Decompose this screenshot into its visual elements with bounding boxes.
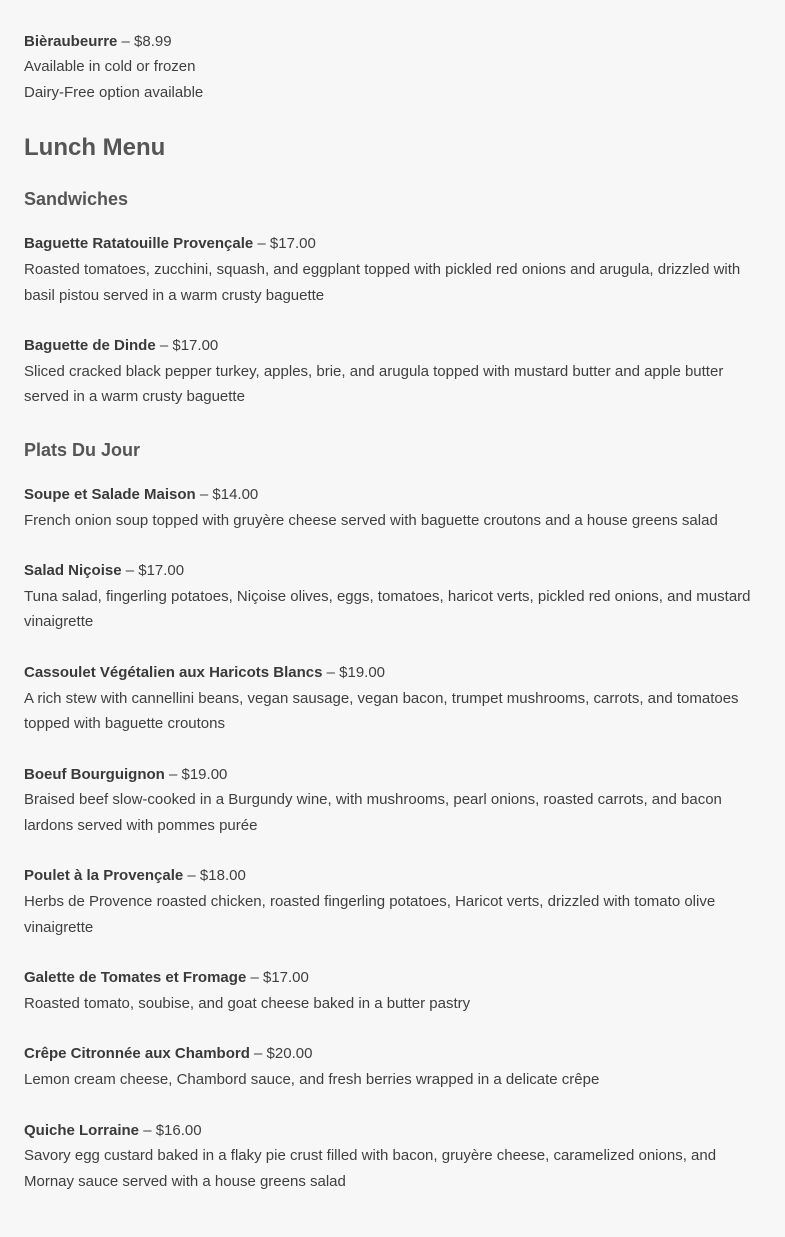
item-description: Roasted tomato, soubise, and goat cheese baked in a butter pastry — [24, 994, 471, 1012]
menu-item — [24, 762, 764, 839]
item-name: Salad Niçoise — [24, 562, 122, 580]
item-price: – $17.00 — [257, 235, 316, 253]
section-heading-plats-du-jour: Plats Du Jour — [24, 439, 141, 460]
item-name: Poulet à la Provençale — [24, 867, 184, 885]
item-name: Boeuf Bourguignon — [24, 765, 165, 783]
menu-item — [24, 231, 764, 308]
menu-item-line — [24, 482, 764, 508]
item-description: Lemon cream cheese, Chambord sauce, and fresh berries wrapped in a delicate crêpe — [24, 1071, 600, 1089]
menu-item — [24, 333, 764, 410]
menu-item-line — [24, 1041, 764, 1067]
section-heading-sandwiches: Sandwiches — [24, 189, 129, 210]
item-price: – $20.00 — [254, 1045, 313, 1063]
menu-item — [24, 965, 764, 1016]
item-note: Available in cold or frozen — [24, 58, 196, 76]
item-name: Baguette de Dinde — [24, 337, 156, 355]
item-description: Tuna salad, fingerling potatoes, Niçoise olives, eggs, tomatoes, haricot verts, pickled red onions, and mustard vinaigrette — [24, 587, 751, 631]
menu-item — [24, 558, 764, 635]
item-price: – $8.99 — [121, 32, 172, 50]
item-price: – $14.00 — [199, 485, 259, 503]
item-description: A rich stew with cannellini beans, vegan sausage, vegan bacon, trumpet mushrooms, carrots, and tomatoes topped with baguette croutons — [24, 689, 739, 733]
menu-item-line — [24, 1118, 764, 1144]
item-description: French onion soup topped with gruyère cheese served with baguette croutons and a house greens salad — [24, 511, 718, 529]
menu-item-line — [24, 660, 764, 686]
menu-item-line — [24, 762, 764, 788]
item-name: Cassoulet Végétalien aux Haricots Blancs — [24, 663, 323, 681]
item-price: – $19.00 — [326, 663, 386, 681]
item-name: Bièraubeurre — [24, 32, 118, 50]
item-name: Crêpe Citronnée aux Chambord — [24, 1045, 250, 1063]
menu-item-line — [24, 558, 764, 584]
menu-item — [24, 660, 764, 737]
menu-content — [24, 0, 764, 1219]
item-name: Galette de Tomates et Fromage — [24, 969, 247, 987]
item-price: – $17.00 — [159, 337, 219, 355]
item-description: Sliced cracked black pepper turkey, apples, brie, and arugula topped with mustard butter and apple butter served in a warm crusty baguette — [24, 362, 724, 406]
menu-item — [24, 1041, 764, 1092]
menu-item-line — [24, 29, 764, 55]
menu-item — [24, 863, 764, 940]
item-name: Quiche Lorraine — [24, 1121, 140, 1139]
item-name: Soupe et Salade Maison — [24, 485, 196, 503]
item-note: Dairy-Free option available — [24, 83, 204, 101]
menu-item-bieraubeurre — [24, 29, 764, 106]
item-price: – $16.00 — [143, 1121, 202, 1139]
item-price: – $18.00 — [187, 867, 246, 885]
menu-item-line — [24, 965, 764, 991]
item-price: – $17.00 — [250, 969, 309, 987]
item-description: Savory egg custard baked in a flaky pie crust filled with bacon, gruyère cheese, caramelized onions, and Mornay sauce served with a house greens salad — [24, 1147, 717, 1190]
menu-item — [24, 1118, 764, 1195]
menu-item-gillywater — [24, 0, 764, 4]
item-price: – $17.00 — [125, 562, 185, 580]
item-description: Braised beef slow-cooked in a Burgundy wine, with mushrooms, pearl onions, roasted carrots, and bacon lardons served with pommes purée — [24, 791, 722, 834]
menu-item-line — [24, 231, 764, 257]
menu-item-line — [24, 333, 764, 359]
lunch-menu-title: Lunch Menu — [24, 134, 166, 162]
item-name: Baguette Ratatouille Provençale — [24, 235, 254, 253]
menu-item — [24, 482, 764, 533]
menu-item-line — [24, 0, 764, 4]
item-price: – $19.00 — [168, 765, 228, 783]
menu-item-line — [24, 863, 764, 889]
item-description: Herbs de Provence roasted chicken, roasted fingerling potatoes, Haricot verts, drizzled with tomato olive vinaigrette — [24, 893, 716, 936]
item-description: Roasted tomatoes, zucchini, squash, and eggplant topped with pickled red onions and arugula, drizzled with basil pistou served in a warm crusty baguette — [24, 260, 741, 304]
